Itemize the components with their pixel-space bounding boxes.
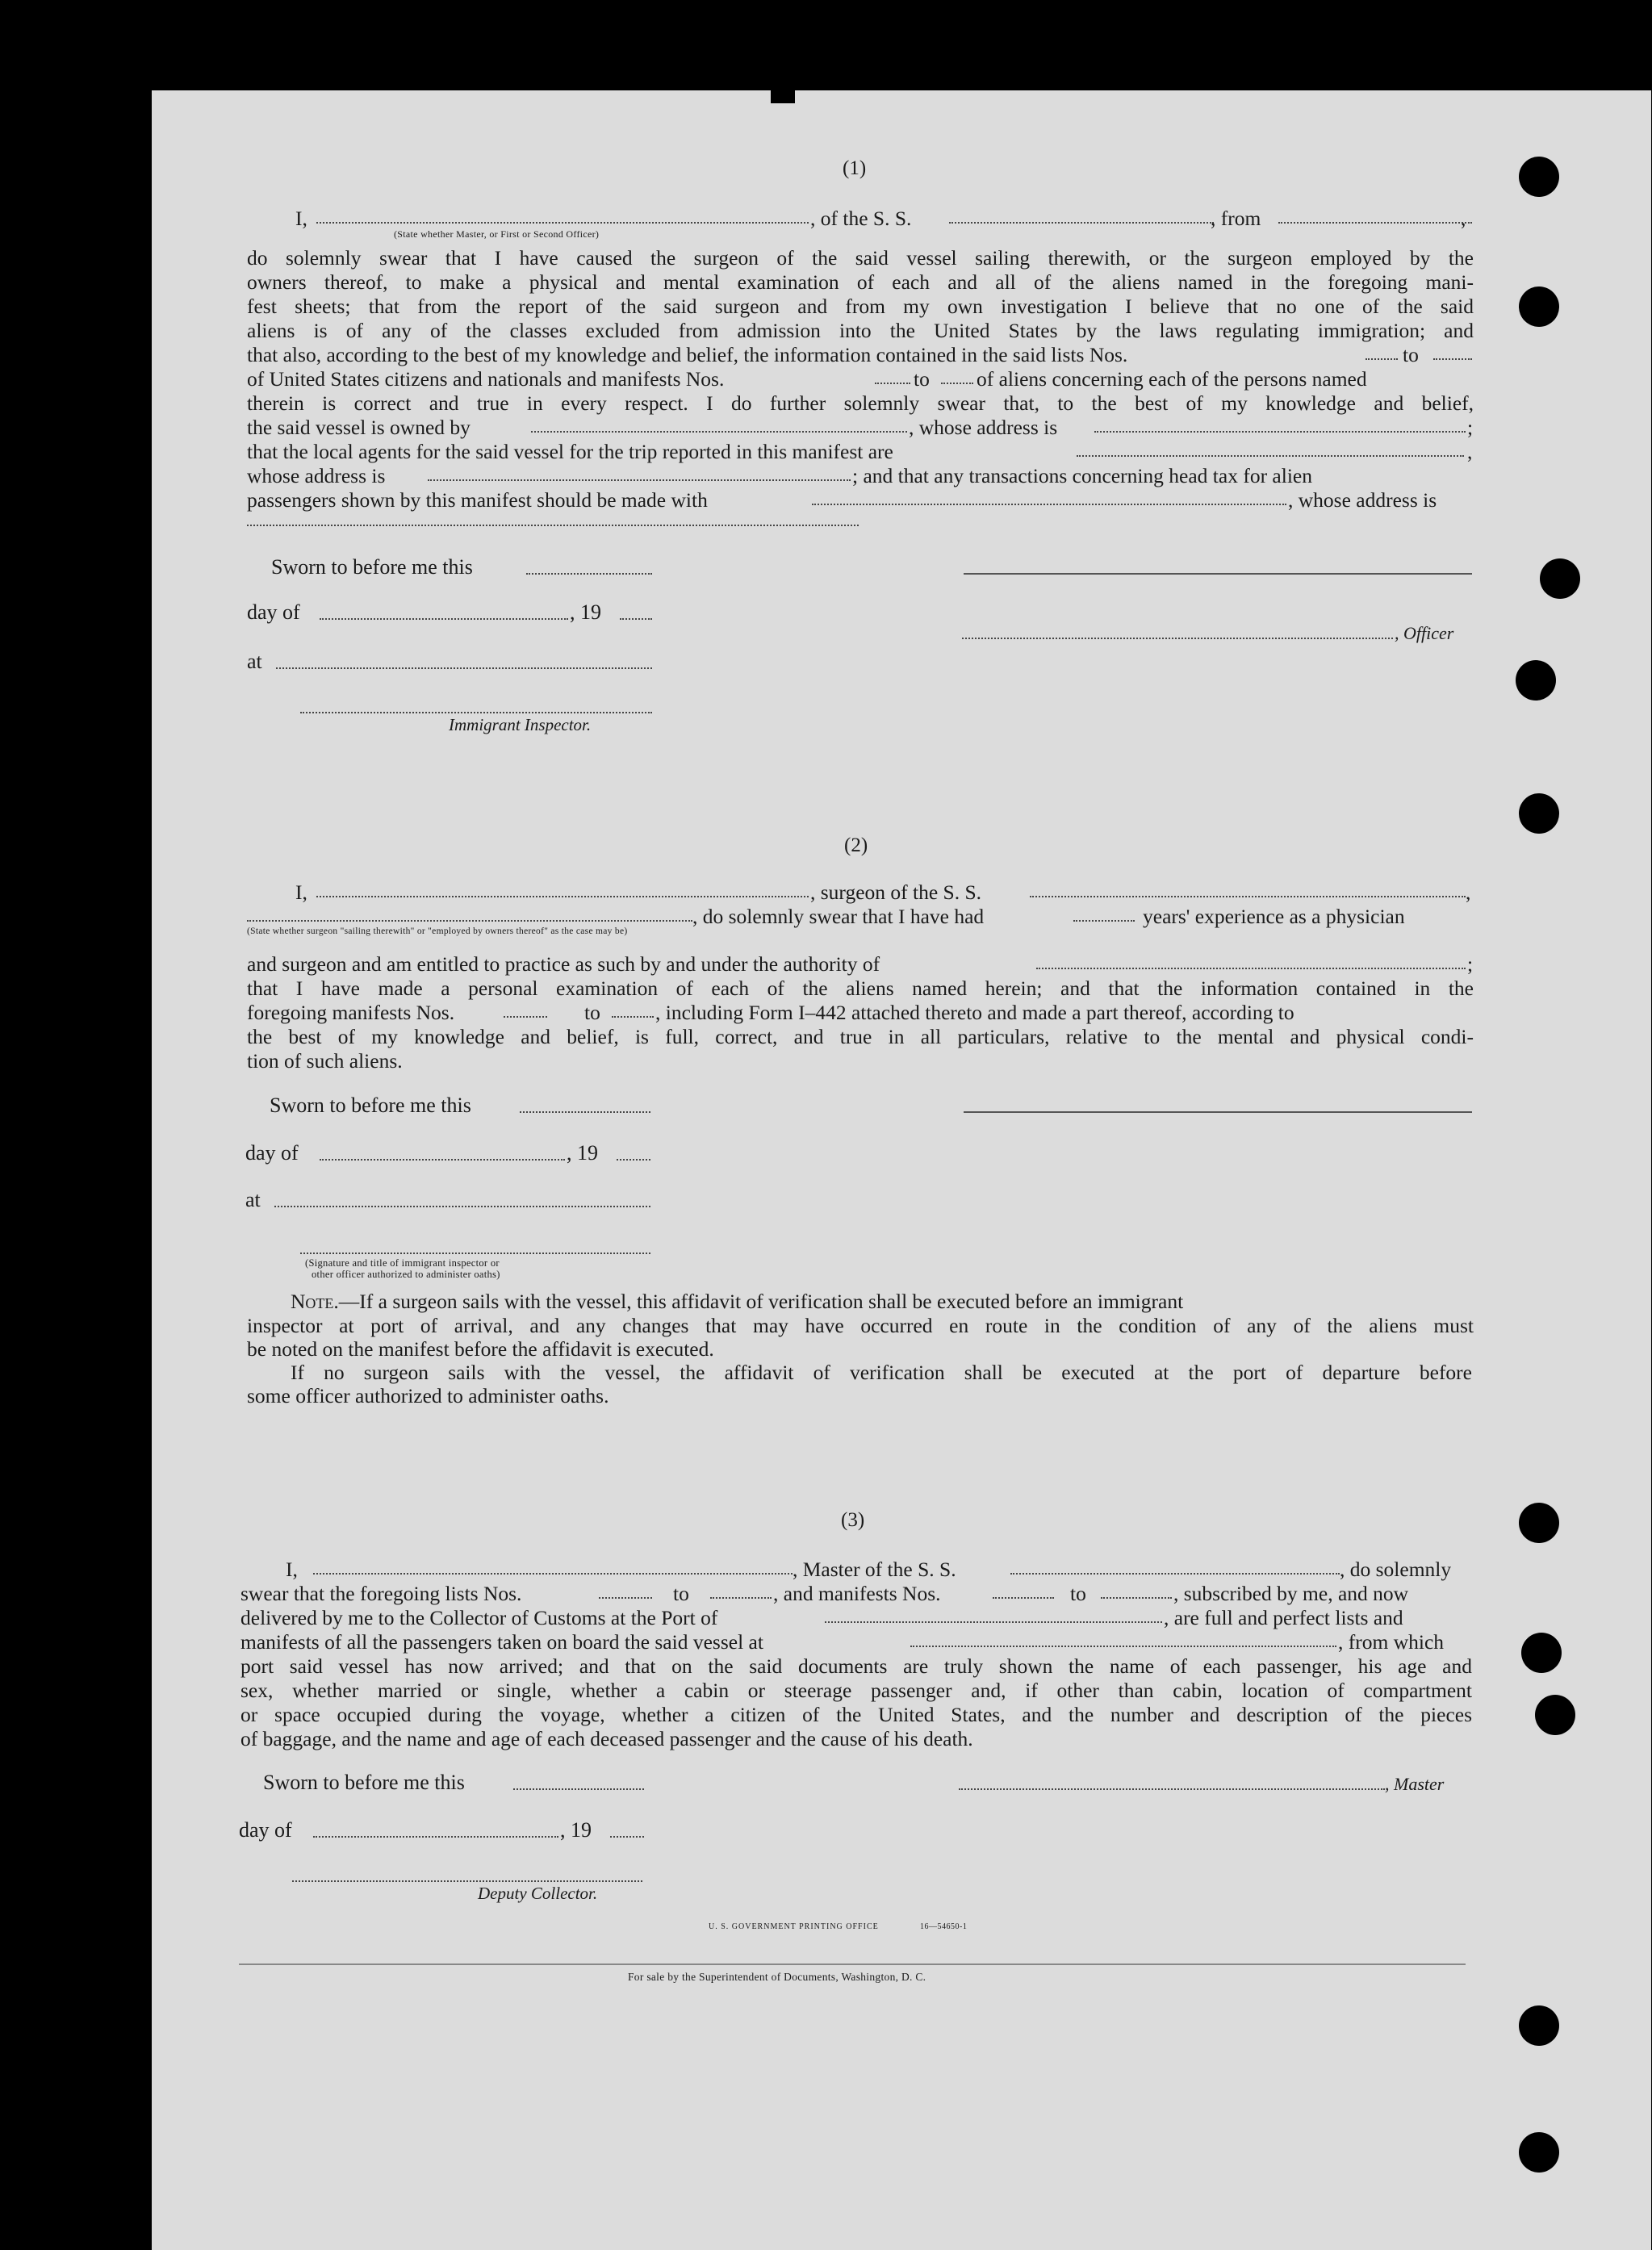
- authority-field[interactable]: [1036, 968, 1466, 969]
- oath-text-line: of baggage, and the name and age of each deceased passenger and the cause of his death.: [240, 1727, 973, 1750]
- note-text-line: If no surgeon sails with the vessel, the affidavit of verification shall be executed at the port of departure before: [291, 1361, 1472, 1384]
- punch-hole: [1535, 1695, 1575, 1735]
- collector-signature-field[interactable]: [292, 1880, 642, 1882]
- day-of-label: day of: [245, 1141, 299, 1165]
- form-label: ;: [1467, 952, 1474, 976]
- sworn-label: Sworn to before me this: [270, 1094, 471, 1117]
- at-label: at: [247, 650, 262, 673]
- year-label: , 19: [567, 1141, 598, 1165]
- sworn-day-field[interactable]: [520, 1111, 650, 1113]
- punch-hole: [1521, 1633, 1562, 1673]
- sworn-day-field[interactable]: [526, 573, 652, 575]
- surgeon-name-field[interactable]: [316, 896, 809, 897]
- manifest-number-to-field[interactable]: [941, 383, 973, 384]
- year-field[interactable]: [620, 618, 652, 620]
- officer-label: , Officer: [1395, 623, 1454, 643]
- printer-imprint: U. S. GOVERNMENT PRINTING OFFICE: [709, 1922, 879, 1931]
- oath-text-line: that the local agents for the said vessel for the trip reported in this manifest are: [247, 440, 893, 463]
- list-number-to-field[interactable]: [710, 1597, 772, 1599]
- manifest-number-to-field[interactable]: [612, 1016, 654, 1018]
- master-label: , Master: [1385, 1774, 1445, 1794]
- collector-label: Deputy Collector.: [478, 1884, 598, 1903]
- oath-text-line: of aliens concerning each of the persons named: [977, 367, 1367, 391]
- sworn-label: Sworn to before me this: [271, 555, 473, 579]
- owner-address-field[interactable]: [1094, 431, 1466, 433]
- oath-text-line: swear that the foregoing lists Nos.: [240, 1582, 522, 1605]
- oath-text-line: the said vessel is owned by: [247, 416, 471, 439]
- oath-text-line: , including Form I–442 attached thereto and made a part thereof, according to: [655, 1001, 1294, 1024]
- field-caption: (Signature and title of immigrant inspector or: [305, 1257, 500, 1269]
- field-caption: other officer authorized to administer oaths): [312, 1269, 500, 1280]
- oath-text-line: fest sheets; that from the report of the said surgeon and from my own investigation I believe that no one of the said: [247, 295, 1474, 318]
- oath-text-line: , subscribed by me, and now: [1173, 1582, 1409, 1605]
- footer-divider: [239, 1964, 1466, 1965]
- year-field[interactable]: [610, 1836, 644, 1838]
- note-text-line: —If a surgeon sails with the vessel, this affidavit of verification shall be executed before an immigrant: [338, 1290, 1184, 1313]
- punch-hole: [1519, 1503, 1559, 1543]
- head-tax-address-field[interactable]: [247, 525, 859, 526]
- form-code: 16—54650-1: [920, 1922, 968, 1931]
- punch-hole: [1519, 793, 1559, 834]
- officer-signature-field[interactable]: [964, 573, 1472, 575]
- place-field[interactable]: [274, 1206, 650, 1207]
- place-field[interactable]: [276, 667, 652, 669]
- inspector-label: Immigrant Inspector.: [449, 715, 592, 734]
- form-label: , from: [1211, 207, 1261, 230]
- field-caption: (State whether Master, or First or Second Officer): [394, 228, 600, 240]
- oath-text-line: whose address is: [247, 464, 386, 487]
- owner-field[interactable]: [531, 431, 907, 433]
- form-label: to: [584, 1001, 600, 1024]
- oath-text-line: , are full and perfect lists and: [1164, 1606, 1403, 1629]
- vessel-name-field[interactable]: [1010, 1573, 1340, 1575]
- year-label: , 19: [560, 1818, 592, 1842]
- surgeon-signature-field[interactable]: [964, 1111, 1472, 1113]
- binding-tab: [771, 89, 795, 103]
- punch-hole: [1540, 558, 1580, 599]
- sworn-day-field[interactable]: [513, 1788, 644, 1790]
- oath-text-line: , and manifests Nos.: [773, 1582, 941, 1605]
- manifest-number-from-field[interactable]: [504, 1016, 547, 1018]
- form-label: I,: [295, 880, 307, 904]
- officer-title-field[interactable]: [962, 638, 1393, 639]
- note-text-line: some officer authorized to administer oaths.: [247, 1384, 609, 1407]
- boarding-port-field[interactable]: [910, 1646, 1336, 1647]
- oath-text-line: , do solemnly swear that I have had: [692, 905, 985, 928]
- oath-text-line: aliens is of any of the classes excluded from admission into the United States by the laws regulating immigration; and: [247, 319, 1474, 342]
- oath-text-line: do solemnly swear that I have caused the surgeon of the said vessel sailing therewith, or the surgeon employed by the: [247, 246, 1474, 270]
- local-agents-field[interactable]: [1077, 455, 1464, 457]
- master-name-field[interactable]: [313, 1573, 793, 1575]
- form-label: , Master of the S. S.: [793, 1558, 956, 1581]
- form-label: , whose address is: [909, 416, 1058, 439]
- day-of-label: day of: [239, 1818, 292, 1842]
- note-text-line: inspector at port of arrival, and any changes that may have occurred en route in the condition of any of the aliens must: [247, 1314, 1474, 1337]
- year-field[interactable]: [617, 1159, 650, 1161]
- oath-text-line: years' experience as a physician: [1143, 905, 1405, 928]
- note-label: Note.: [291, 1290, 339, 1313]
- punch-hole: [1519, 2132, 1559, 2173]
- oath-text-line: , from which: [1338, 1630, 1445, 1654]
- vessel-name-field[interactable]: [1030, 896, 1466, 897]
- manifest-number-to-field[interactable]: [1101, 1597, 1172, 1599]
- oath-text-line: and surgeon and am entitled to practice as such by and under the authority of: [247, 952, 880, 976]
- list-number-from-field[interactable]: [1366, 358, 1398, 360]
- section-number: (2): [844, 834, 868, 856]
- form-label: ;: [1467, 416, 1474, 439]
- inspector-signature-field[interactable]: [300, 712, 652, 713]
- agents-address-field[interactable]: [428, 479, 851, 481]
- manifest-number-from-field[interactable]: [875, 383, 910, 384]
- master-signature-field[interactable]: [959, 1788, 1385, 1790]
- oath-text-line: that also, according to the best of my knowledge and belief, the information contained in the said lists Nos.: [247, 343, 1128, 366]
- day-of-label: day of: [247, 600, 300, 624]
- oath-text-line: or space occupied during the voyage, whether a citizen of the United States, and the number and description of the pieces: [240, 1703, 1472, 1726]
- sale-notice: For sale by the Superintendent of Documents, Washington, D. C.: [628, 1971, 926, 1983]
- section-number: (3): [841, 1509, 865, 1531]
- surgeon-status-field[interactable]: [247, 920, 692, 922]
- head-tax-contact-field[interactable]: [812, 504, 1286, 505]
- oath-text-line: port said vessel has now arrived; and that on the said documents are truly shown the name of each passenger, his age and: [240, 1654, 1472, 1678]
- oath-text-line: delivered by me to the Collector of Customs at the Port of: [240, 1606, 718, 1629]
- month-field[interactable]: [320, 618, 568, 620]
- form-label: to: [914, 367, 930, 391]
- years-experience-field[interactable]: [1073, 920, 1135, 922]
- form-label: I,: [286, 1558, 298, 1581]
- year-label: , 19: [570, 600, 601, 624]
- oath-text-line: passengers shown by this manifest should be made with: [247, 488, 708, 512]
- oath-text-line: foregoing manifests Nos.: [247, 1001, 455, 1024]
- inspector-signature-field[interactable]: [300, 1253, 650, 1254]
- punch-hole: [1519, 2005, 1559, 2046]
- form-label: ,: [1467, 440, 1473, 463]
- form-label: , of the S. S.: [810, 207, 912, 230]
- section-number: (1): [843, 157, 867, 179]
- oath-text-line: therein is correct and true in every respect. I do further solemnly swear that, to the best of my knowledge and belief,: [247, 391, 1474, 415]
- oath-text-line: of United States citizens and nationals and manifests Nos.: [247, 367, 725, 391]
- oath-text-line: ; and that any transactions concerning head tax for alien: [852, 464, 1312, 487]
- form-label: to: [1403, 343, 1419, 366]
- form-label: to: [673, 1582, 689, 1605]
- officer-name-field[interactable]: [316, 222, 809, 224]
- list-number-from-field[interactable]: [599, 1597, 652, 1599]
- departure-port-field[interactable]: [1278, 222, 1472, 224]
- oath-text-line: that I have made a personal examination of each of the aliens named herein; and that the information contained in the: [247, 977, 1474, 1000]
- oath-text-line: owners thereof, to make a physical and mental examination of each and all of the aliens named in the foregoing mani-: [247, 270, 1474, 294]
- oath-text-line: manifests of all the passengers taken on board the said vessel at: [240, 1630, 763, 1654]
- field-caption: (State whether surgeon "sailing therewith" or "employed by owners thereof" as the case may be): [247, 926, 628, 936]
- note-text-line: be noted on the manifest before the affidavit is executed.: [247, 1337, 714, 1361]
- at-label: at: [245, 1188, 261, 1211]
- oath-text-line: the best of my knowledge and belief, is full, correct, and true in all particulars, relative to the mental and physical condi-: [247, 1025, 1474, 1048]
- form-label: to: [1070, 1582, 1086, 1605]
- oath-text-line: , whose address is: [1288, 488, 1437, 512]
- month-field[interactable]: [320, 1159, 565, 1161]
- punch-hole: [1519, 286, 1559, 327]
- oath-text-line: tion of such aliens.: [247, 1049, 403, 1073]
- form-label: I,: [295, 207, 307, 230]
- note-text: [291, 1290, 1183, 1314]
- form-label: , do solemnly: [1340, 1558, 1452, 1581]
- form-label: ,: [1461, 207, 1466, 230]
- month-field[interactable]: [313, 1836, 558, 1838]
- form-label: ,: [1466, 880, 1471, 904]
- punch-hole: [1516, 660, 1556, 701]
- oath-text-line: sex, whether married or single, whether a cabin or steerage passenger and, if other than cabin, location of compartment: [240, 1679, 1472, 1702]
- customs-port-field[interactable]: [825, 1621, 1162, 1623]
- form-label: , surgeon of the S. S.: [810, 880, 982, 904]
- manifest-number-from-field[interactable]: [993, 1597, 1054, 1599]
- vessel-name-field[interactable]: [949, 222, 1214, 224]
- punch-hole: [1519, 157, 1559, 197]
- list-number-to-field[interactable]: [1433, 358, 1472, 360]
- sworn-label: Sworn to before me this: [263, 1771, 465, 1794]
